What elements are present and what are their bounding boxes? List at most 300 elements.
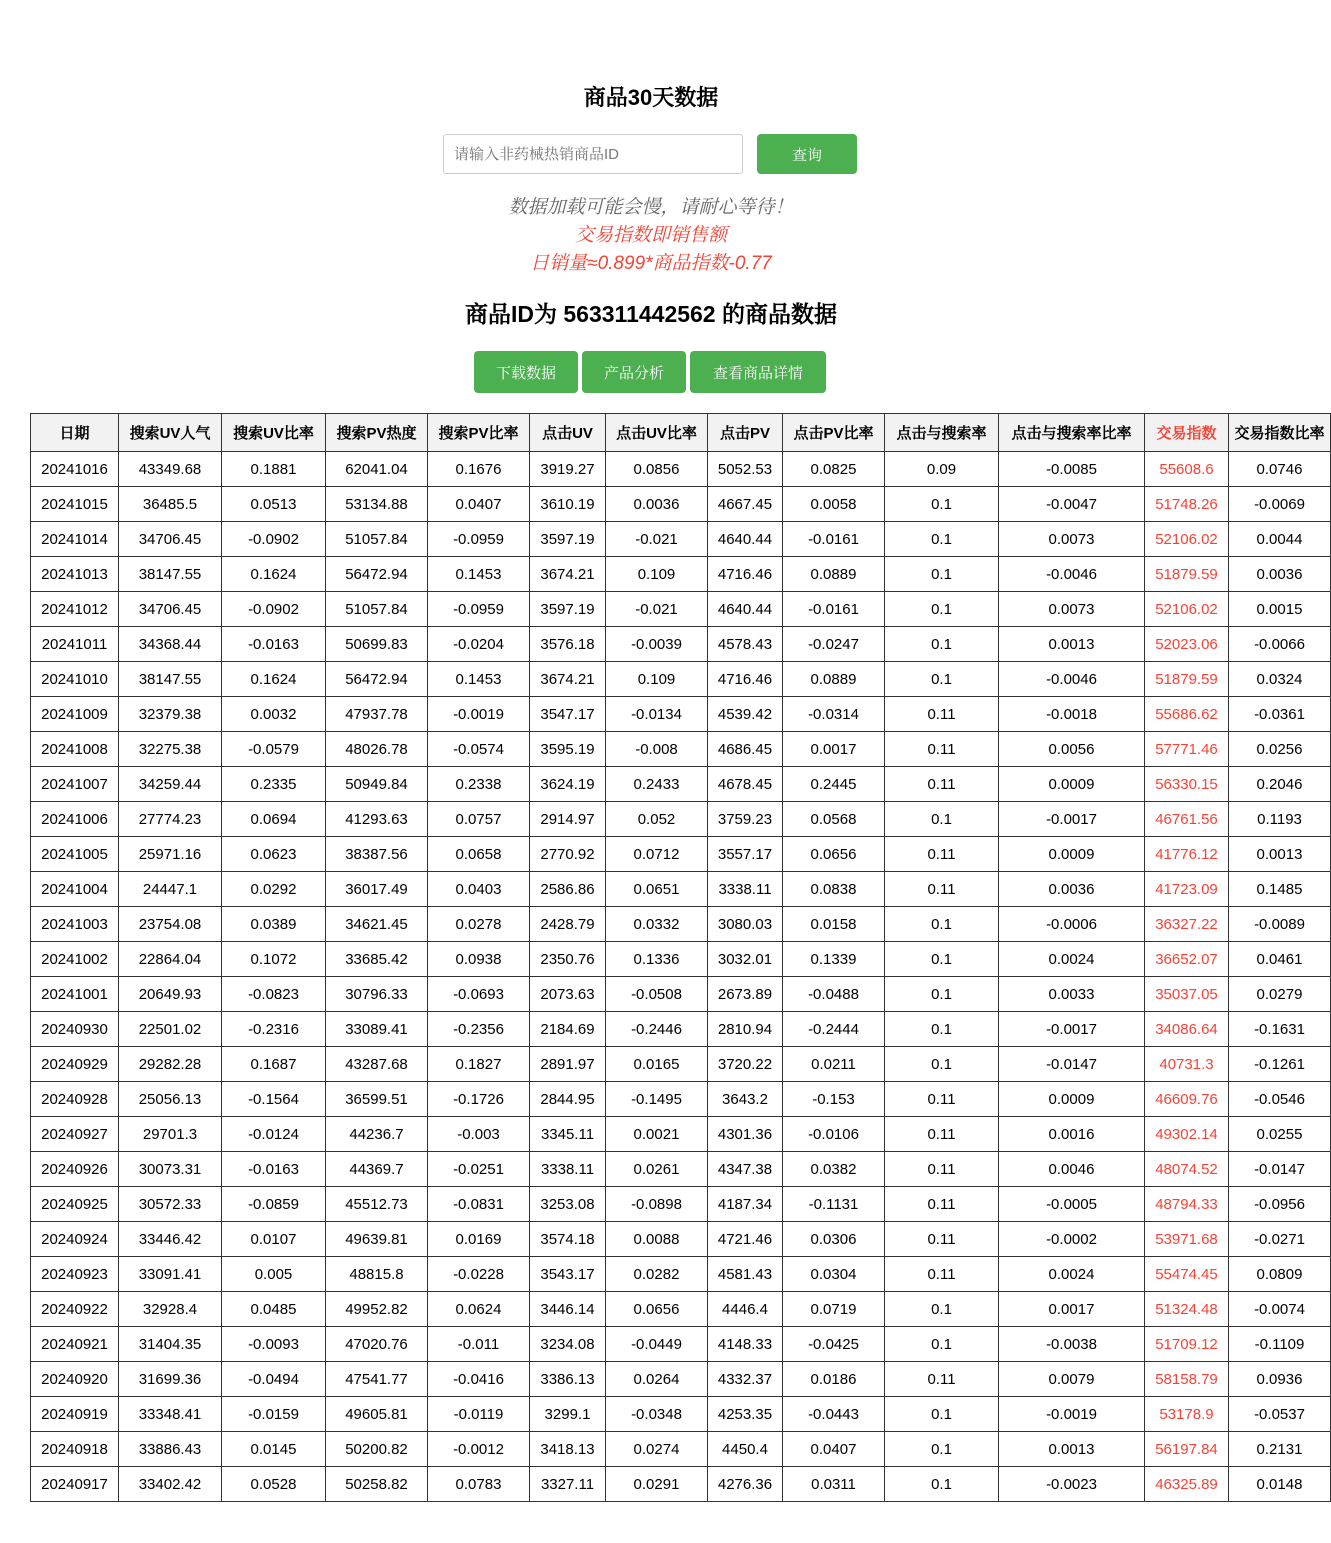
table-row [31, 802, 1331, 837]
table-cell: 20241011 [31, 627, 119, 662]
sales-formula-notice: 日销量≈0.899*商品指数-0.77 [530, 253, 772, 274]
table-cell: 50699.83 [326, 627, 428, 662]
table-cell: -0.0039 [606, 627, 708, 662]
table-cell: 29701.3 [119, 1117, 222, 1152]
table-cell: -0.0161 [783, 522, 885, 557]
table-cell: 0.1 [885, 592, 999, 627]
table-cell: 0.0073 [999, 522, 1145, 557]
table-cell: 3674.21 [530, 557, 606, 592]
table-cell: 2891.97 [530, 1047, 606, 1082]
table-cell: 0.0036 [1229, 557, 1331, 592]
table-cell: -0.0038 [999, 1327, 1145, 1362]
table-cell: 58158.79 [1145, 1362, 1229, 1397]
table-cell: 0.0165 [606, 1047, 708, 1082]
table-cell: 0.2338 [428, 767, 530, 802]
table-cell: 0.1 [885, 907, 999, 942]
table-cell: 51057.84 [326, 522, 428, 557]
table-cell: 0.109 [606, 662, 708, 697]
table-cell: 0.0809 [1229, 1257, 1331, 1292]
table-cell: -0.0494 [222, 1362, 326, 1397]
table-cell: 0.0407 [428, 487, 530, 522]
table-row [31, 1327, 1331, 1362]
table-cell: 0.0024 [999, 1257, 1145, 1292]
table-cell: 0.0304 [783, 1257, 885, 1292]
table-row [31, 627, 1331, 662]
table-cell: 33886.43 [119, 1432, 222, 1467]
table-row [31, 942, 1331, 977]
table-cell: 47937.78 [326, 697, 428, 732]
table-cell: -0.0831 [428, 1187, 530, 1222]
table-cell: 0.0145 [222, 1432, 326, 1467]
table-cell: 4678.45 [708, 767, 783, 802]
table-cell: 0.11 [885, 1152, 999, 1187]
table-cell: 22864.04 [119, 942, 222, 977]
table-cell: -0.0018 [999, 697, 1145, 732]
table-cell: 0.2445 [783, 767, 885, 802]
table-cell: 4276.36 [708, 1467, 783, 1502]
table-cell: 0.0311 [783, 1467, 885, 1502]
table-cell: -0.0017 [999, 1012, 1145, 1047]
table-row [31, 767, 1331, 802]
table-cell: 0.1 [885, 1047, 999, 1082]
table-cell: 46325.89 [1145, 1467, 1229, 1502]
table-cell: -0.021 [606, 522, 708, 557]
column-header: 点击与搜索率 [885, 414, 999, 452]
view-product-details-button[interactable]: 查看商品详情 [690, 351, 826, 393]
table-cell: 35037.05 [1145, 977, 1229, 1012]
table-cell: 20240927 [31, 1117, 119, 1152]
table-cell: 20240920 [31, 1362, 119, 1397]
table-cell: 0.0291 [606, 1467, 708, 1502]
table-cell: 0.0936 [1229, 1362, 1331, 1397]
data-table-container[interactable] [30, 413, 1325, 1503]
table-cell: 20240930 [31, 1012, 119, 1047]
table-cell: 4446.4 [708, 1292, 783, 1327]
table-cell: 48815.8 [326, 1257, 428, 1292]
table-cell: 45512.73 [326, 1187, 428, 1222]
table-cell: -0.0023 [999, 1467, 1145, 1502]
table-cell: 30572.33 [119, 1187, 222, 1222]
table-cell: 0.0279 [1229, 977, 1331, 1012]
table-cell: 0.09 [885, 452, 999, 487]
table-cell: -0.0046 [999, 557, 1145, 592]
table-cell: 2914.97 [530, 802, 606, 837]
table-cell: 56330.15 [1145, 767, 1229, 802]
table-cell: 20241002 [31, 942, 119, 977]
table-cell: 53178.9 [1145, 1397, 1229, 1432]
table-cell: 0.1 [885, 662, 999, 697]
table-cell: 33089.41 [326, 1012, 428, 1047]
table-cell: 20241009 [31, 697, 119, 732]
table-cell: 20240928 [31, 1082, 119, 1117]
table-cell: 4539.42 [708, 697, 783, 732]
table-row [31, 872, 1331, 907]
table-cell: 0.1687 [222, 1047, 326, 1082]
table-cell: 2770.92 [530, 837, 606, 872]
table-cell: 0.1453 [428, 662, 530, 697]
table-cell: 29282.28 [119, 1047, 222, 1082]
table-cell: 0.0889 [783, 557, 885, 592]
table-cell: -0.2356 [428, 1012, 530, 1047]
table-cell: 0.2433 [606, 767, 708, 802]
action-buttons [474, 351, 826, 393]
table-cell: -0.0204 [428, 627, 530, 662]
table-cell: 0.1676 [428, 452, 530, 487]
table-cell: 0.0889 [783, 662, 885, 697]
table-cell: 0.0407 [783, 1432, 885, 1467]
product-analysis-button[interactable]: 产品分析 [582, 351, 686, 393]
table-cell: 36327.22 [1145, 907, 1229, 942]
table-cell: 20241003 [31, 907, 119, 942]
table-cell: 3253.08 [530, 1187, 606, 1222]
table-row [31, 1222, 1331, 1257]
table-cell: 0.0757 [428, 802, 530, 837]
table-cell: 36485.5 [119, 487, 222, 522]
table-cell: 3624.19 [530, 767, 606, 802]
table-cell: -0.0959 [428, 592, 530, 627]
query-button[interactable]: 查询 [757, 134, 857, 174]
table-cell: 0.11 [885, 872, 999, 907]
table-cell: 0.0261 [606, 1152, 708, 1187]
table-cell: -0.0089 [1229, 907, 1331, 942]
table-cell: 20240925 [31, 1187, 119, 1222]
column-header: 日期 [31, 414, 119, 452]
table-cell: 27774.23 [119, 802, 222, 837]
table-cell: 46761.56 [1145, 802, 1229, 837]
table-cell: 23754.08 [119, 907, 222, 942]
table-cell: 56197.84 [1145, 1432, 1229, 1467]
table-cell: 0.0746 [1229, 452, 1331, 487]
table-cell: -0.0006 [999, 907, 1145, 942]
table-cell: -0.2316 [222, 1012, 326, 1047]
table-cell: 0.1336 [606, 942, 708, 977]
table-cell: -0.0574 [428, 732, 530, 767]
column-header: 交易指数 [1145, 414, 1229, 452]
table-cell: 3299.1 [530, 1397, 606, 1432]
table-cell: 2673.89 [708, 977, 783, 1012]
table-cell: 0.1881 [222, 452, 326, 487]
table-cell: 32928.4 [119, 1292, 222, 1327]
table-cell: 0.0256 [1229, 732, 1331, 767]
table-cell: 0.0568 [783, 802, 885, 837]
column-header: 点击PV比率 [783, 414, 885, 452]
table-cell: 25971.16 [119, 837, 222, 872]
page-title: 商品30天数据 [583, 85, 719, 110]
table-cell: 0.11 [885, 837, 999, 872]
table-cell: 4716.46 [708, 557, 783, 592]
table-cell: 30073.31 [119, 1152, 222, 1187]
table-cell: 0.0528 [222, 1467, 326, 1502]
table-cell: 0.0024 [999, 942, 1145, 977]
table-cell: 3234.08 [530, 1327, 606, 1362]
table-cell: -0.2446 [606, 1012, 708, 1047]
table-cell: 33446.42 [119, 1222, 222, 1257]
table-cell: -0.0579 [222, 732, 326, 767]
table-cell: -0.008 [606, 732, 708, 767]
table-row [31, 1082, 1331, 1117]
table-cell: 0.0036 [999, 872, 1145, 907]
column-header: 搜索UV比率 [222, 414, 326, 452]
table-cell: 0.1 [885, 487, 999, 522]
table-cell: 38387.56 [326, 837, 428, 872]
table-cell: 0.0158 [783, 907, 885, 942]
table-cell: 55686.62 [1145, 697, 1229, 732]
table-cell: 0.1072 [222, 942, 326, 977]
table-cell: 4148.33 [708, 1327, 783, 1362]
table-cell: 0.1624 [222, 662, 326, 697]
table-cell: 0.1 [885, 942, 999, 977]
table-cell: -0.0902 [222, 592, 326, 627]
table-cell: 4667.45 [708, 487, 783, 522]
table-cell: -0.0005 [999, 1187, 1145, 1222]
table-cell: 25056.13 [119, 1082, 222, 1117]
table-cell: 0.0015 [1229, 592, 1331, 627]
table-cell: 3576.18 [530, 627, 606, 662]
table-cell: 20240921 [31, 1327, 119, 1362]
table-cell: -0.0348 [606, 1397, 708, 1432]
table-cell: 20240917 [31, 1467, 119, 1502]
table-cell: 0.0211 [783, 1047, 885, 1082]
table-cell: 4581.43 [708, 1257, 783, 1292]
table-cell: 0.1 [885, 1292, 999, 1327]
table-cell: 56472.94 [326, 557, 428, 592]
table-cell: 4716.46 [708, 662, 783, 697]
table-cell: 43287.68 [326, 1047, 428, 1082]
table-cell: 0.0274 [606, 1432, 708, 1467]
table-cell: -0.0959 [428, 522, 530, 557]
table-cell: -0.1261 [1229, 1047, 1331, 1082]
table-cell: -0.0093 [222, 1327, 326, 1362]
table-cell: 47541.77 [326, 1362, 428, 1397]
table-cell: -0.0537 [1229, 1397, 1331, 1432]
table-cell: -0.1109 [1229, 1327, 1331, 1362]
table-cell: 2844.95 [530, 1082, 606, 1117]
table-cell: -0.0956 [1229, 1187, 1331, 1222]
table-cell: 3032.01 [708, 942, 783, 977]
table-cell: 3643.2 [708, 1082, 783, 1117]
table-cell: 0.11 [885, 1222, 999, 1257]
table-cell: -0.0019 [999, 1397, 1145, 1432]
table-cell: 3338.11 [708, 872, 783, 907]
table-cell: 0.11 [885, 697, 999, 732]
table-cell: -0.0247 [783, 627, 885, 662]
table-cell: 20241008 [31, 732, 119, 767]
trade-index-notice: 交易指数即销售额 [574, 225, 727, 246]
table-cell: 0.0148 [1229, 1467, 1331, 1502]
table-cell: -0.0546 [1229, 1082, 1331, 1117]
column-header: 点击PV [708, 414, 783, 452]
table-header-row [31, 414, 1331, 452]
download-data-button[interactable]: 下载数据 [474, 351, 578, 393]
table-cell: -0.1726 [428, 1082, 530, 1117]
table-cell: 0.1827 [428, 1047, 530, 1082]
table-cell: 40731.3 [1145, 1047, 1229, 1082]
table-cell: 2184.69 [530, 1012, 606, 1047]
table-cell: 0.0838 [783, 872, 885, 907]
table-cell: 0.0306 [783, 1222, 885, 1257]
table-cell: 0.1 [885, 627, 999, 662]
table-cell: 5052.53 [708, 452, 783, 487]
column-header: 交易指数比率 [1229, 414, 1331, 452]
table-cell: 20241004 [31, 872, 119, 907]
table-cell: 0.1 [885, 977, 999, 1012]
table-row [31, 592, 1331, 627]
table-cell: 53134.88 [326, 487, 428, 522]
table-cell: 0.0079 [999, 1362, 1145, 1397]
table-row [31, 1292, 1331, 1327]
table-cell: -0.0251 [428, 1152, 530, 1187]
table-cell: -0.0047 [999, 487, 1145, 522]
product-id-input[interactable] [443, 134, 743, 174]
table-cell: 0.1339 [783, 942, 885, 977]
table-cell: -0.0859 [222, 1187, 326, 1222]
table-cell: 20241014 [31, 522, 119, 557]
product-data-title: 商品ID为 563311442562 的商品数据 [464, 301, 837, 327]
table-cell: 0.11 [885, 732, 999, 767]
table-cell: 0.0073 [999, 592, 1145, 627]
table-cell: 0.0282 [606, 1257, 708, 1292]
table-cell: 62041.04 [326, 452, 428, 487]
table-cell: 0.0009 [999, 837, 1145, 872]
table-cell: 20241007 [31, 767, 119, 802]
table-cell: -0.0508 [606, 977, 708, 1012]
table-cell: 3418.13 [530, 1432, 606, 1467]
table-row [31, 837, 1331, 872]
table-cell: 33402.42 [119, 1467, 222, 1502]
table-cell: 36599.51 [326, 1082, 428, 1117]
search-bar [443, 134, 857, 174]
table-cell: 3759.23 [708, 802, 783, 837]
table-cell: -0.1131 [783, 1187, 885, 1222]
table-cell: 0.0656 [783, 837, 885, 872]
table-cell: -0.0163 [222, 627, 326, 662]
table-row [31, 662, 1331, 697]
table-cell: 44236.7 [326, 1117, 428, 1152]
table-cell: 22501.02 [119, 1012, 222, 1047]
table-cell: 38147.55 [119, 557, 222, 592]
table-cell: -0.0902 [222, 522, 326, 557]
table-cell: 0.1 [885, 522, 999, 557]
table-row [31, 1047, 1331, 1082]
table-cell: 3543.17 [530, 1257, 606, 1292]
table-cell: 0.1485 [1229, 872, 1331, 907]
table-cell: 49605.81 [326, 1397, 428, 1432]
column-header: 搜索UV人气 [119, 414, 222, 452]
table-cell: 3574.18 [530, 1222, 606, 1257]
table-cell: 20241010 [31, 662, 119, 697]
table-cell: 0.0017 [783, 732, 885, 767]
table-cell: 0.0485 [222, 1292, 326, 1327]
table-cell: 4187.34 [708, 1187, 783, 1222]
column-header: 点击UV比率 [606, 414, 708, 452]
table-cell: 3597.19 [530, 592, 606, 627]
table-cell: 0.0382 [783, 1152, 885, 1187]
table-cell: 24447.1 [119, 872, 222, 907]
column-header: 搜索PV热度 [326, 414, 428, 452]
table-row [31, 1187, 1331, 1222]
table-cell: 20240923 [31, 1257, 119, 1292]
table-cell: 0.0938 [428, 942, 530, 977]
table-cell: 0.1453 [428, 557, 530, 592]
table-cell: -0.153 [783, 1082, 885, 1117]
table-cell: 3327.11 [530, 1467, 606, 1502]
table-cell: 0.0389 [222, 907, 326, 942]
table-cell: 50949.84 [326, 767, 428, 802]
table-row [31, 977, 1331, 1012]
table-cell: 57771.46 [1145, 732, 1229, 767]
table-cell: 3595.19 [530, 732, 606, 767]
table-cell: 0.0825 [783, 452, 885, 487]
table-cell: 3720.22 [708, 1047, 783, 1082]
table-cell: 32275.38 [119, 732, 222, 767]
table-row [31, 522, 1331, 557]
table-cell: 0.2131 [1229, 1432, 1331, 1467]
table-cell: 20649.93 [119, 977, 222, 1012]
table-cell: 3547.17 [530, 697, 606, 732]
table-cell: 20240922 [31, 1292, 119, 1327]
table-cell: 52106.02 [1145, 592, 1229, 627]
table-cell: 51879.59 [1145, 557, 1229, 592]
table-cell: 51057.84 [326, 592, 428, 627]
table-cell: 56472.94 [326, 662, 428, 697]
table-cell: 0.0058 [783, 487, 885, 522]
table-cell: 34621.45 [326, 907, 428, 942]
table-cell: 47020.76 [326, 1327, 428, 1362]
table-cell: -0.0069 [1229, 487, 1331, 522]
table-cell: 0.0658 [428, 837, 530, 872]
table-row [31, 487, 1331, 522]
table-cell: -0.0066 [1229, 627, 1331, 662]
table-cell: 51879.59 [1145, 662, 1229, 697]
table-cell: 31404.35 [119, 1327, 222, 1362]
table-cell: 20240924 [31, 1222, 119, 1257]
table-cell: 4347.38 [708, 1152, 783, 1187]
table-cell: 30796.33 [326, 977, 428, 1012]
table-cell: 0.1 [885, 1012, 999, 1047]
table-cell: 3557.17 [708, 837, 783, 872]
table-cell: 0.052 [606, 802, 708, 837]
table-cell: -0.0134 [606, 697, 708, 732]
table-cell: 52023.06 [1145, 627, 1229, 662]
table-cell: 0.0403 [428, 872, 530, 907]
table-cell: 0.0856 [606, 452, 708, 487]
table-cell: 20241005 [31, 837, 119, 872]
table-cell: 0.0324 [1229, 662, 1331, 697]
table-cell: 34086.64 [1145, 1012, 1229, 1047]
table-cell: 51709.12 [1145, 1327, 1229, 1362]
table-cell: 0.0186 [783, 1362, 885, 1397]
table-cell: 0.1624 [222, 557, 326, 592]
table-cell: 4721.46 [708, 1222, 783, 1257]
table-cell: 0.005 [222, 1257, 326, 1292]
table-cell: 41776.12 [1145, 837, 1229, 872]
table-row [31, 1397, 1331, 1432]
table-cell: 46609.76 [1145, 1082, 1229, 1117]
table-cell: -0.0161 [783, 592, 885, 627]
table-row [31, 1467, 1331, 1502]
table-cell: 3338.11 [530, 1152, 606, 1187]
product-data-table [30, 413, 1331, 1502]
table-cell: 0.11 [885, 767, 999, 802]
table-cell: 49952.82 [326, 1292, 428, 1327]
table-cell: -0.003 [428, 1117, 530, 1152]
table-cell: 2428.79 [530, 907, 606, 942]
table-cell: 48074.52 [1145, 1152, 1229, 1187]
table-row [31, 557, 1331, 592]
table-cell: -0.0012 [428, 1432, 530, 1467]
table-cell: 0.2046 [1229, 767, 1331, 802]
table-cell: 41293.63 [326, 802, 428, 837]
